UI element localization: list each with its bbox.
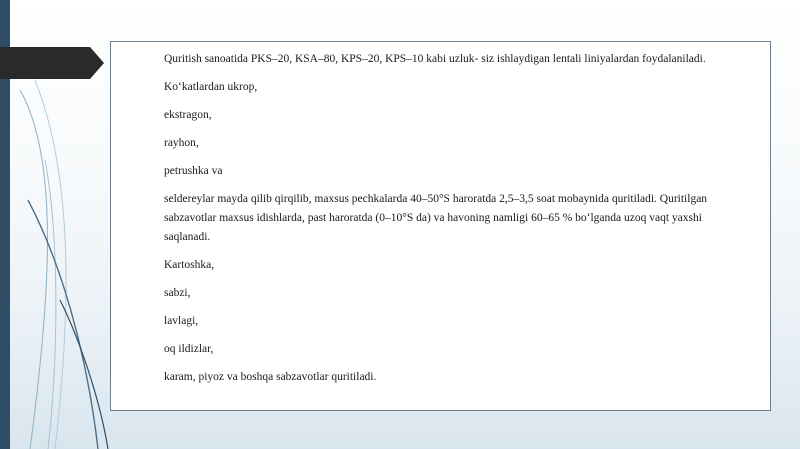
- paragraph-tarragon: ekstragon,: [164, 109, 212, 121]
- paragraph-cabbage-onion: karam, piyoz va boshqa sabzavotlar quritiladi.: [164, 371, 377, 383]
- content-box: [110, 41, 771, 411]
- paragraph-dill: Ko‘katlardan ukrop,: [164, 81, 258, 93]
- paragraph-celery-drying: seldereylar mayda qilib qirqilib, maxsus pechkalarda 40–50°S haroratda 2,5–3,5 soat mobaynida quritiladi. Quritilgan sabzavotlar maxsus idishlarda, past haroratda (0–10°S da) va havoning namligi 60–65 % bo‘lganda uzoq vaqt yaxshi saqlanadi.: [164, 193, 708, 243]
- content-text: [164, 50, 744, 396]
- paragraph-potato: Kartoshka,: [164, 259, 215, 271]
- paragraph-carrot: sabzi,: [164, 287, 191, 299]
- paragraph-basil: rayhon,: [164, 137, 199, 149]
- paragraph-beet: lavlagi,: [164, 315, 199, 327]
- paragraph-white-roots: oq ildizlar,: [164, 343, 214, 355]
- paragraph-drying-lines: Quritish sanoatida PKS–20, KSA–80, KPS–20, KPS–10 kabi uzluk- siz ishlaydigan lentali liniyalardan foydalaniladi.: [164, 53, 706, 65]
- title-arrow-tab: [0, 47, 104, 79]
- paragraph-parsley: petrushka va: [164, 165, 223, 177]
